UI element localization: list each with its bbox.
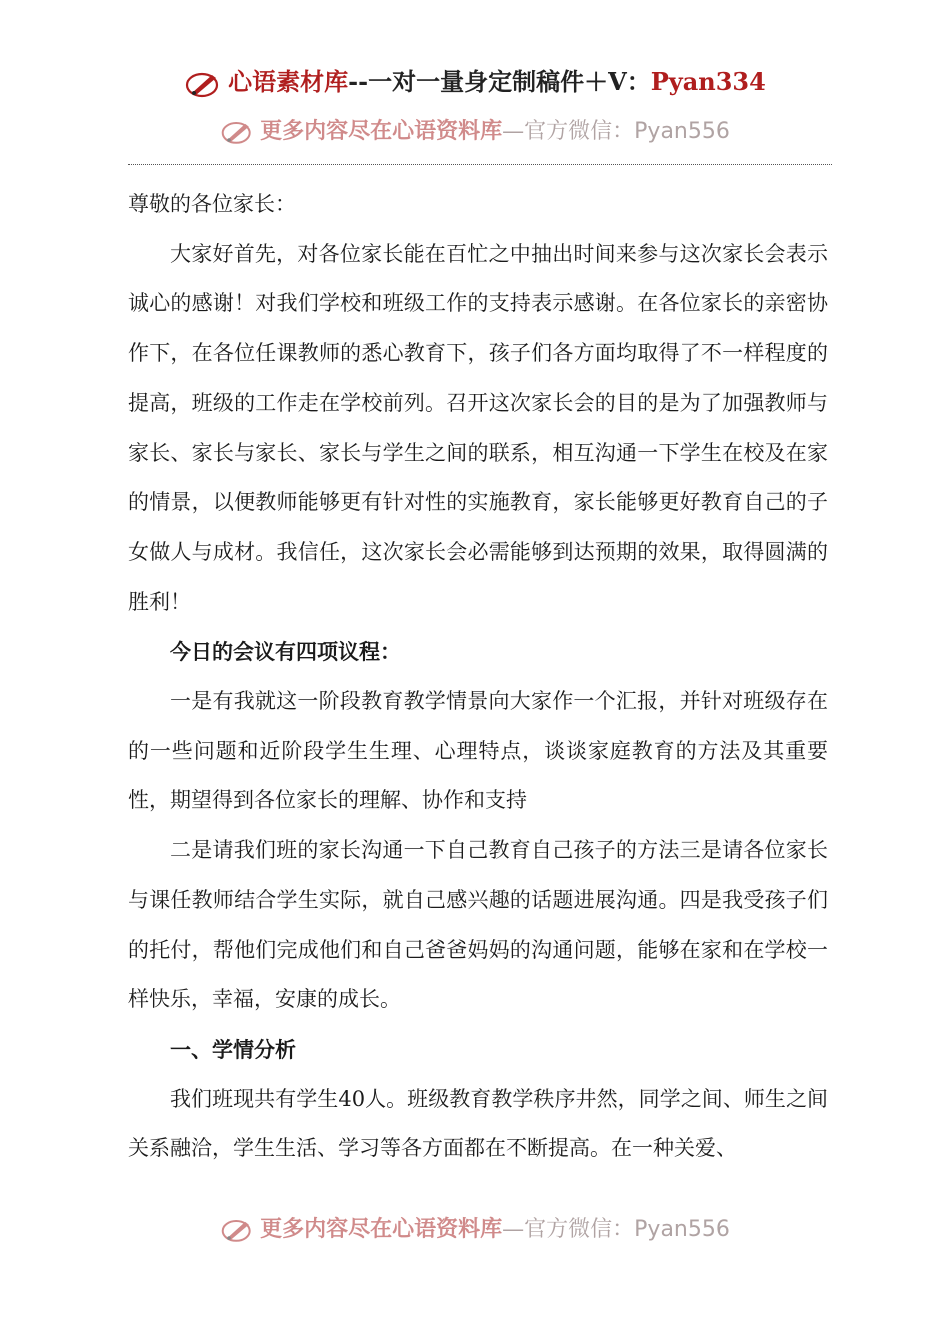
document-body: [128, 180, 828, 1174]
document-header: [0, 62, 950, 102]
footer-official-label: 官方微信：: [524, 1217, 635, 1242]
subheader-dash: —: [502, 119, 525, 144]
paragraph-agenda-two: 二是请我们班的家长沟通一下自己教育自己孩子的方法三是请各位家长与课任教师结合学生实际，就自己感兴趣的话题进展沟通。四是我受孩子们的托付，帮他们完成他们和自己爸爸妈妈的沟通问题，能够在家和在学校一样快乐，幸福，安康的成长。: [128, 838, 828, 1012]
subheader-text: 更多内容尽在心语资料库: [260, 118, 503, 144]
subheader-wechat-id: Pyan556: [634, 119, 730, 144]
paragraph-analysis: 我们班现共有学生40人。班级教育教学秩序井然，同学之间、师生之间关系融洽，学生生活、学习等各方面都在不断提高。在一种关爱、: [128, 1086, 828, 1161]
footer-dash: —: [502, 1217, 525, 1242]
paragraph-agenda-one: 一是有我就这一阶段教育教学情景向大家作一个汇报，并针对班级存在的一些问题和近阶段学生生理、心理特点，谈谈家庭教育的方法及其重要性，期望得到各位家长的理解、协作和支持: [128, 689, 828, 813]
agenda-title: 今日的会议有四项议程：: [170, 639, 401, 665]
header-tagline: 一对一量身定制稿件＋V：: [368, 67, 651, 96]
subheader-watermark: [0, 114, 950, 150]
pen-logo-icon: [220, 118, 256, 146]
salutation: 尊敬的各位家长：: [128, 192, 296, 216]
footer-wechat-id: Pyan556: [634, 1217, 730, 1242]
pen-logo-icon: [184, 69, 224, 99]
subheader-official-label: 官方微信：: [524, 119, 635, 144]
brand-name: 心语素材库: [228, 67, 349, 96]
header-wechat-id: Pyan334: [650, 67, 766, 96]
paragraph-greeting: 大家好首先，对各位家长能在百忙之中抽出时间来参与这次家长会表示诚心的感谢！对我们学校和班级工作的支持表示感谢。在各位家长的亲密协作下，在各位任课教师的悉心教育下，孩子们各方面均取得了不一样程度的提高，班级的工作走在学校前列。召开这次家长会的目的是为了加强教师与家长、家长与家长、家长与学生之间的联系，相互沟通一下学生在校及在家的情景，以便教师能够更有针对性的实施教育，家长能够更好教育自己的子女做人与成材。我信任，这次家长会必需能够到达预期的效果，取得圆满的胜利！: [128, 241, 828, 614]
footer-watermark: [0, 1212, 950, 1248]
header-divider: [128, 164, 832, 165]
footer-text: 更多内容尽在心语资料库: [260, 1216, 503, 1242]
section-title-analysis: 一、学情分析: [170, 1036, 296, 1062]
pen-logo-icon: [220, 1216, 256, 1244]
header-separator: --: [348, 67, 369, 96]
